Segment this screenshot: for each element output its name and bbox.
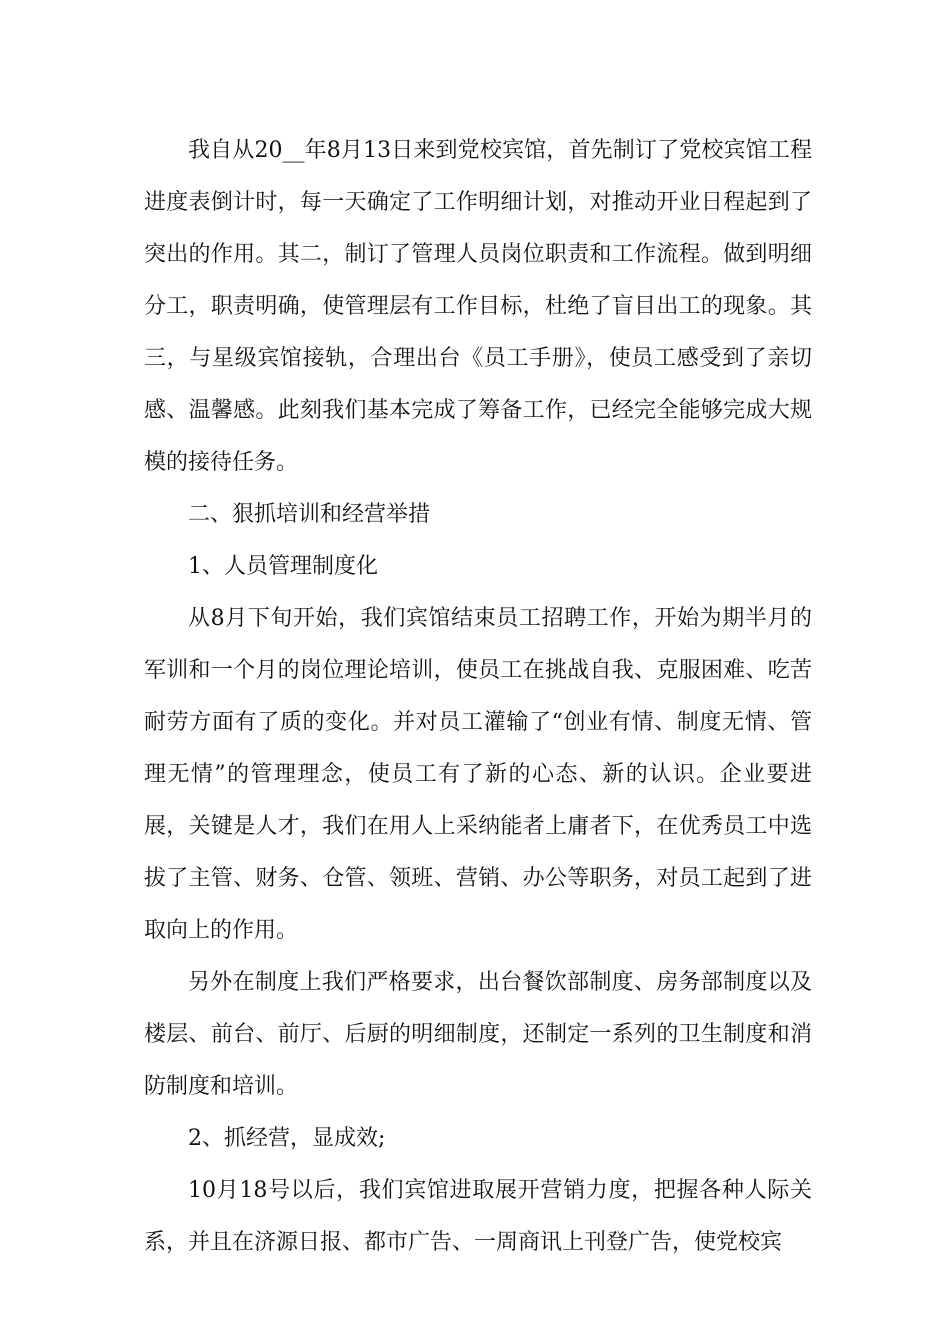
paragraph-regulations: 另外在制度上我们严格要求，出台餐饮部制度、房务部制度以及楼层、前台、前厅、后厨的明细制度，还制定一系列的卫生制度和消防制度和培训。 xyxy=(144,970,812,1099)
paragraph-preparation-work: 我自从20__年8月13日来到党校宾馆，首先制订了党校宾馆工程进度表倒计时，每一天确定了工作明细计划，对推动开业日程起到了突出的作用。其二，制订了管理人员岗位职责和工作流程。做到明细分工，职责明确，使管理层有工作目标，杜绝了盲目出工的现象。其三，与星级宾馆接轨，合理出台《员工手册》，使员工感受到了亲切感、温馨感。此刻我们基本完成了筹备工作，已经完全能够完成大规模的接待任务。 xyxy=(144,138,812,475)
subheading-business-operation: 2、抓经营，显成效; xyxy=(188,1126,386,1151)
document-body xyxy=(144,125,812,1269)
paragraph-marketing: 10月18号以后，我们宾馆进取展开营销力度，把握各种人际关系，并且在济源日报、都市广告、一周商讯上刊登广告，使党校宾 xyxy=(144,1178,812,1255)
section-heading-training: 二、狠抓培训和经营举措 xyxy=(188,502,431,527)
paragraph-staff-training: 从8月下旬开始，我们宾馆结束员工招聘工作，开始为期半月的军训和一个月的岗位理论培训，使员工在挑战自我、克服困难、吃苦耐劳方面有了质的变化。并对员工灌输了“创业有情、制度无情、管理无情”的管理理念，使员工有了新的心态、新的认识。企业要进展，关键是人才，我们在用人上采纳能者上庸者下，在优秀员工中选拔了主管、财务、仓管、领班、营销、办公等职务，对员工起到了进取向上的作用。 xyxy=(144,606,812,943)
subheading-staff-management: 1、人员管理制度化 xyxy=(188,554,378,579)
